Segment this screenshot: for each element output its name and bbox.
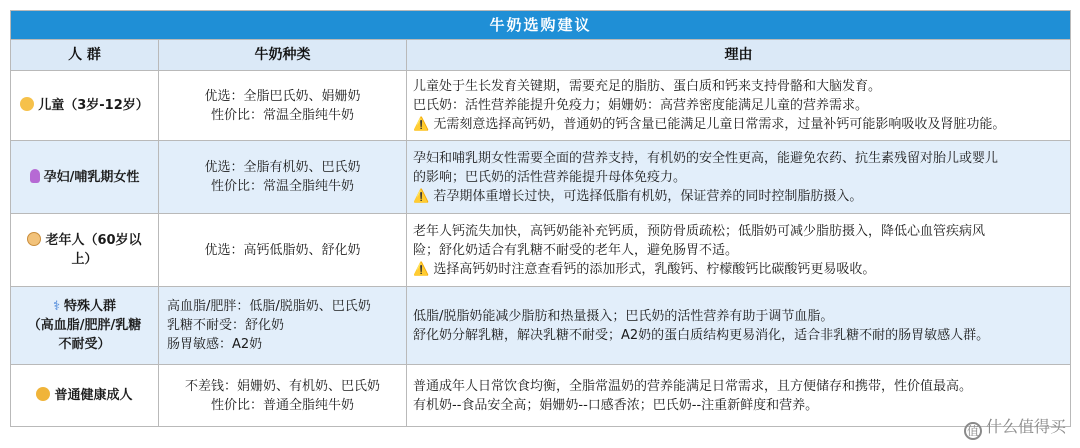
milk-cell: 不差钱：娟姗奶、有机奶、巴氏奶 性价比：普通全脂纯牛奶	[159, 365, 407, 427]
warning-icon: ⚠️	[413, 117, 430, 132]
group-cell: 儿童（3岁-12岁）	[11, 71, 159, 141]
reason-cell: 孕妇和哺乳期女性需要全面的营养支持，有机奶的安全性更高，能避免农药、抗生素残留对胎儿或婴儿 的影响；巴氏奶的活性营养能提升母体免疫力。 ⚠️ 若孕期体重增长过快，可选择低脂有机奶，保证营养的同时控制脂肪摄入。	[407, 141, 1071, 214]
adult-emoji-icon	[36, 387, 50, 401]
milk-cell: 优选：高钙低脂奶、舒化奶	[159, 214, 407, 287]
milk-advice-table	[10, 10, 1071, 427]
reason-cell: 普通成年人日常饮食均衡，全脂常温奶的营养能满足日常需求，且方便储存和携带，性价值最高。 有机奶--食品安全高；娟姗奶--口感香浓；巴氏奶--注重新鲜度和营养。	[407, 365, 1071, 427]
pregnant-emoji-icon	[30, 169, 40, 183]
reason-cell: 老年人钙流失加快，高钙奶能补充钙质，预防骨质疏松；低脂奶可减少脂肪摄入，降低心血管疾病风 险；舒化奶适合有乳糖不耐受的老年人，避免肠胃不适。 ⚠️ 选择高钙奶时注意查看钙的添加形式，乳酸钙、柠檬酸钙比碳酸钙更易吸收。	[407, 214, 1071, 287]
header-reason: 理由	[407, 40, 1071, 71]
group-cell: ⚕ 特殊人群 （高血脂/肥胖/乳糖 不耐受）	[11, 287, 159, 365]
header-group: 人 群	[11, 40, 159, 71]
milk-cell: 高血脂/肥胖：低脂/脱脂奶、巴氏奶 乳糖不耐受：舒化奶 肠胃敏感：A2奶	[159, 287, 407, 365]
milk-cell: 优选：全脂巴氏奶、娟姗奶 性价比：常温全脂纯牛奶	[159, 71, 407, 141]
milk-cell: 优选：全脂有机奶、巴氏奶 性价比：常温全脂纯牛奶	[159, 141, 407, 214]
elderly-emoji-icon	[27, 232, 41, 246]
group-cell: 普通健康成人	[11, 365, 159, 427]
table-row	[11, 71, 1071, 141]
header-milk: 牛奶种类	[159, 40, 407, 71]
group-cell: 老年人（60岁以 上）	[11, 214, 159, 287]
group-cell: 孕妇/哺乳期女性	[11, 141, 159, 214]
child-emoji-icon	[20, 97, 34, 111]
warning-icon: ⚠️	[413, 188, 430, 204]
table-row	[11, 214, 1071, 287]
table-title: 牛奶选购建议	[11, 11, 1071, 40]
reason-cell: 儿童处于生长发育关键期，需要充足的脂肪、蛋白质和钙来支持骨骼和大脑发育。 巴氏奶：活性营养能提升免疫力；娟姗奶：高营养密度能满足儿童的营养需求。 ⚠️ 无需刻意选择高钙奶，普通奶的钙含量已能满足儿童日常需求，过量补钙可能影响吸收及肾脏功能。	[407, 71, 1071, 141]
table-row	[11, 141, 1071, 214]
table-row	[11, 365, 1071, 427]
watermark: 值 什么值得买	[964, 414, 1066, 440]
medical-emoji-icon: ⚕	[52, 299, 61, 314]
warning-icon: ⚠️	[413, 261, 430, 277]
reason-cell: 低脂/脱脂奶能减少脂肪和热量摄入；巴氏奶的活性营养有助于调节血脂。 舒化奶分解乳糖，解决乳糖不耐受；A2奶的蛋白质结构更易消化，适合非乳糖不耐的肠胃敏感人群。	[407, 287, 1071, 365]
table-row	[11, 287, 1071, 365]
watermark-logo-icon: 值	[964, 422, 982, 440]
